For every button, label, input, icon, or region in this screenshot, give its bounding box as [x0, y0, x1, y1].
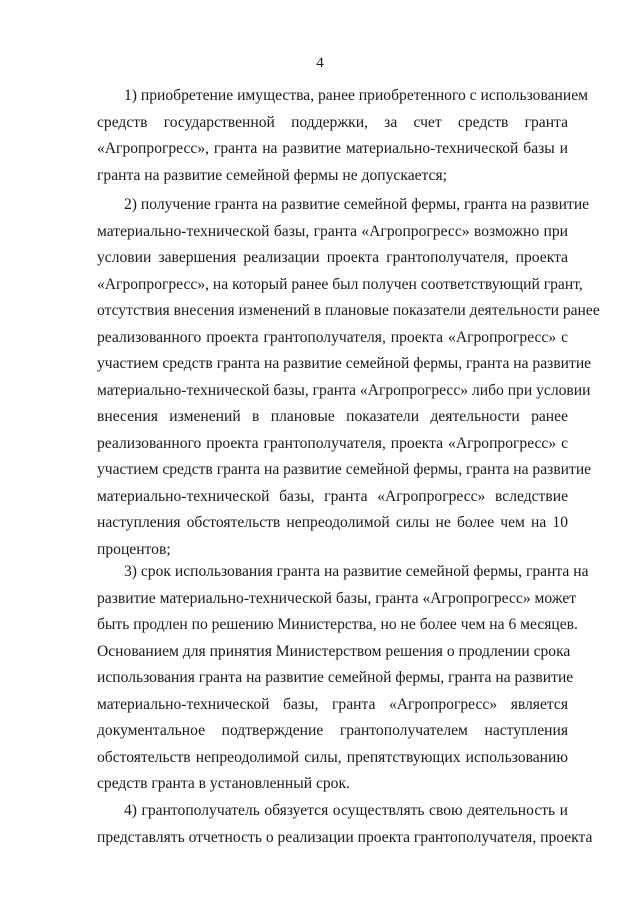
- paragraph-item-2: [97, 192, 600, 563]
- paragraph-item-1: [97, 83, 589, 189]
- text-line: представлять отчетность о реализации проекта грантополучателя, проекта: [97, 828, 593, 846]
- text-line: средств государственной поддержки, за счет средств гранта: [97, 113, 568, 131]
- text-line: 2) получение гранта на развитие семейной фермы, гранта на развитие: [124, 196, 590, 213]
- text-line: 3) срок использования гранта на развитие семейной фермы, гранта на: [124, 563, 589, 580]
- text-line: участием средств гранта на развитие семейной фермы, гранта на развитие: [97, 355, 592, 372]
- text-line: документальное подтверждение грантополучателем наступления: [97, 722, 568, 739]
- text-line: реализованного проекта грантополучателя, проекта «Агропрогресс» с: [97, 434, 568, 452]
- text-line: отсутствия внесения изменений в плановые показатели деятельности ранее: [97, 302, 600, 319]
- text-line: развитие материально-технической базы, гранта «Агропрогресс» может: [97, 589, 577, 607]
- text-line: наступления обстоятельств непреодолимой силы не более чем на 10: [97, 514, 568, 531]
- paragraph-item-4: [97, 798, 593, 851]
- text-line: 4) грантополучатель обязуется осуществлять свою деятельность и: [124, 802, 568, 819]
- paragraph-item-3: [97, 559, 589, 798]
- text-line: процентов;: [97, 540, 171, 558]
- text-line: внесения изменений в плановые показатели деятельности ранее: [97, 408, 568, 425]
- text-line: «Агропрогресс», гранта на развитие материально-технической базы и: [97, 140, 568, 157]
- text-line: реализованного проекта грантополучателя, проекта «Агропрогресс» с: [97, 328, 568, 346]
- text-line: условии завершения реализации проекта грантополучателя, проекта: [97, 249, 568, 266]
- text-line: материально-технической базы, гранта «Агропрогресс» является: [97, 695, 568, 713]
- text-line: материально-технической базы, гранта «Агропрогресс» либо при условии: [97, 381, 591, 399]
- text-line: средств гранта в установленный срок.: [97, 775, 350, 792]
- text-line: использования гранта на развитие семейной фермы, гранта на развитие: [97, 669, 574, 686]
- text-line: гранта на развитие семейной фермы не допускается;: [97, 166, 447, 184]
- page-number: 4: [316, 55, 324, 71]
- text-line: «Агропрогресс», на который ранее был получен соответствующий грант,: [97, 275, 583, 293]
- text-line: Основанием для принятия Министерством решения о продлении срока: [97, 642, 571, 660]
- text-line: быть продлен по решению Министерства, но не более чем на 6 месяцев.: [97, 616, 578, 633]
- text-line: участием средств гранта на развитие семейной фермы, гранта на развитие: [97, 461, 592, 478]
- text-line: обстоятельств непреодолимой силы, препятствующих использованию: [97, 748, 568, 766]
- text-line: 1) приобретение имущества, ранее приобретенного с использованием: [124, 87, 589, 104]
- text-line: материально-технической базы, гранта «Агропрогресс» возможно при: [97, 222, 568, 240]
- text-line: материально-технической базы, гранта «Агропрогресс» вследствие: [97, 487, 568, 505]
